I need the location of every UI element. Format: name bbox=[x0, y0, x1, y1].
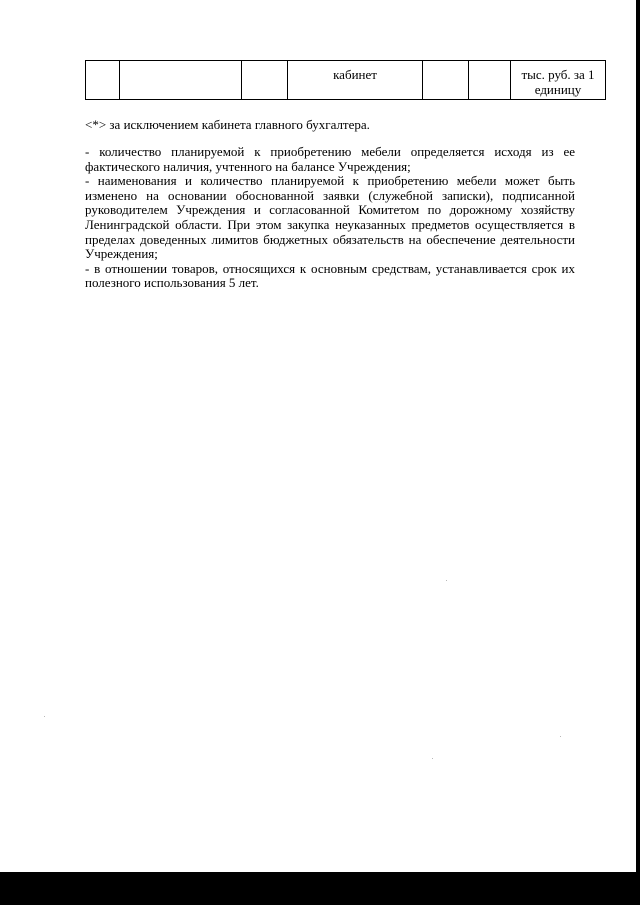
table-cell-unit-location: кабинет bbox=[288, 61, 423, 100]
scan-speck bbox=[560, 736, 561, 737]
table-cell bbox=[423, 61, 469, 100]
footnote: <*> за исключением кабинета главного бухгалтера. bbox=[85, 117, 370, 132]
scan-bottom-bar bbox=[0, 872, 640, 905]
table-cell bbox=[120, 61, 242, 100]
body-text bbox=[85, 145, 575, 291]
table-cell-price-unit: тыс. руб. за 1 единицу bbox=[511, 61, 606, 100]
table-cell bbox=[469, 61, 511, 100]
scan-speck bbox=[432, 758, 433, 759]
furniture-table-fragment bbox=[85, 60, 606, 100]
scan-edge bbox=[636, 0, 640, 905]
paragraph: - наименования и количество планируемой к приобретению мебели может быть изменено на основании обоснованной заявки (служебной записки), подписанной руководителем Учреждения и согласованной Комитетом по дорожному хозяйству Ленинградской области. При этом закупка неуказанных предметов осуществляется в пределах доведенных лимитов бюджетных обязательств на обеспечение деятельности Учреждения; bbox=[85, 173, 575, 262]
table-cell bbox=[86, 61, 120, 100]
scan-speck bbox=[44, 716, 45, 717]
table-cell bbox=[242, 61, 288, 100]
table-row bbox=[86, 61, 606, 100]
paragraph: - в отношении товаров, относящихся к основным средствам, устанавливается срок их полезного использования 5 лет. bbox=[85, 260, 575, 291]
scan-speck bbox=[446, 580, 447, 581]
paragraph: - количество планируемой к приобретению мебели определяется исходя из ее фактического наличия, учтенного на балансе Учреждения; bbox=[85, 144, 575, 174]
